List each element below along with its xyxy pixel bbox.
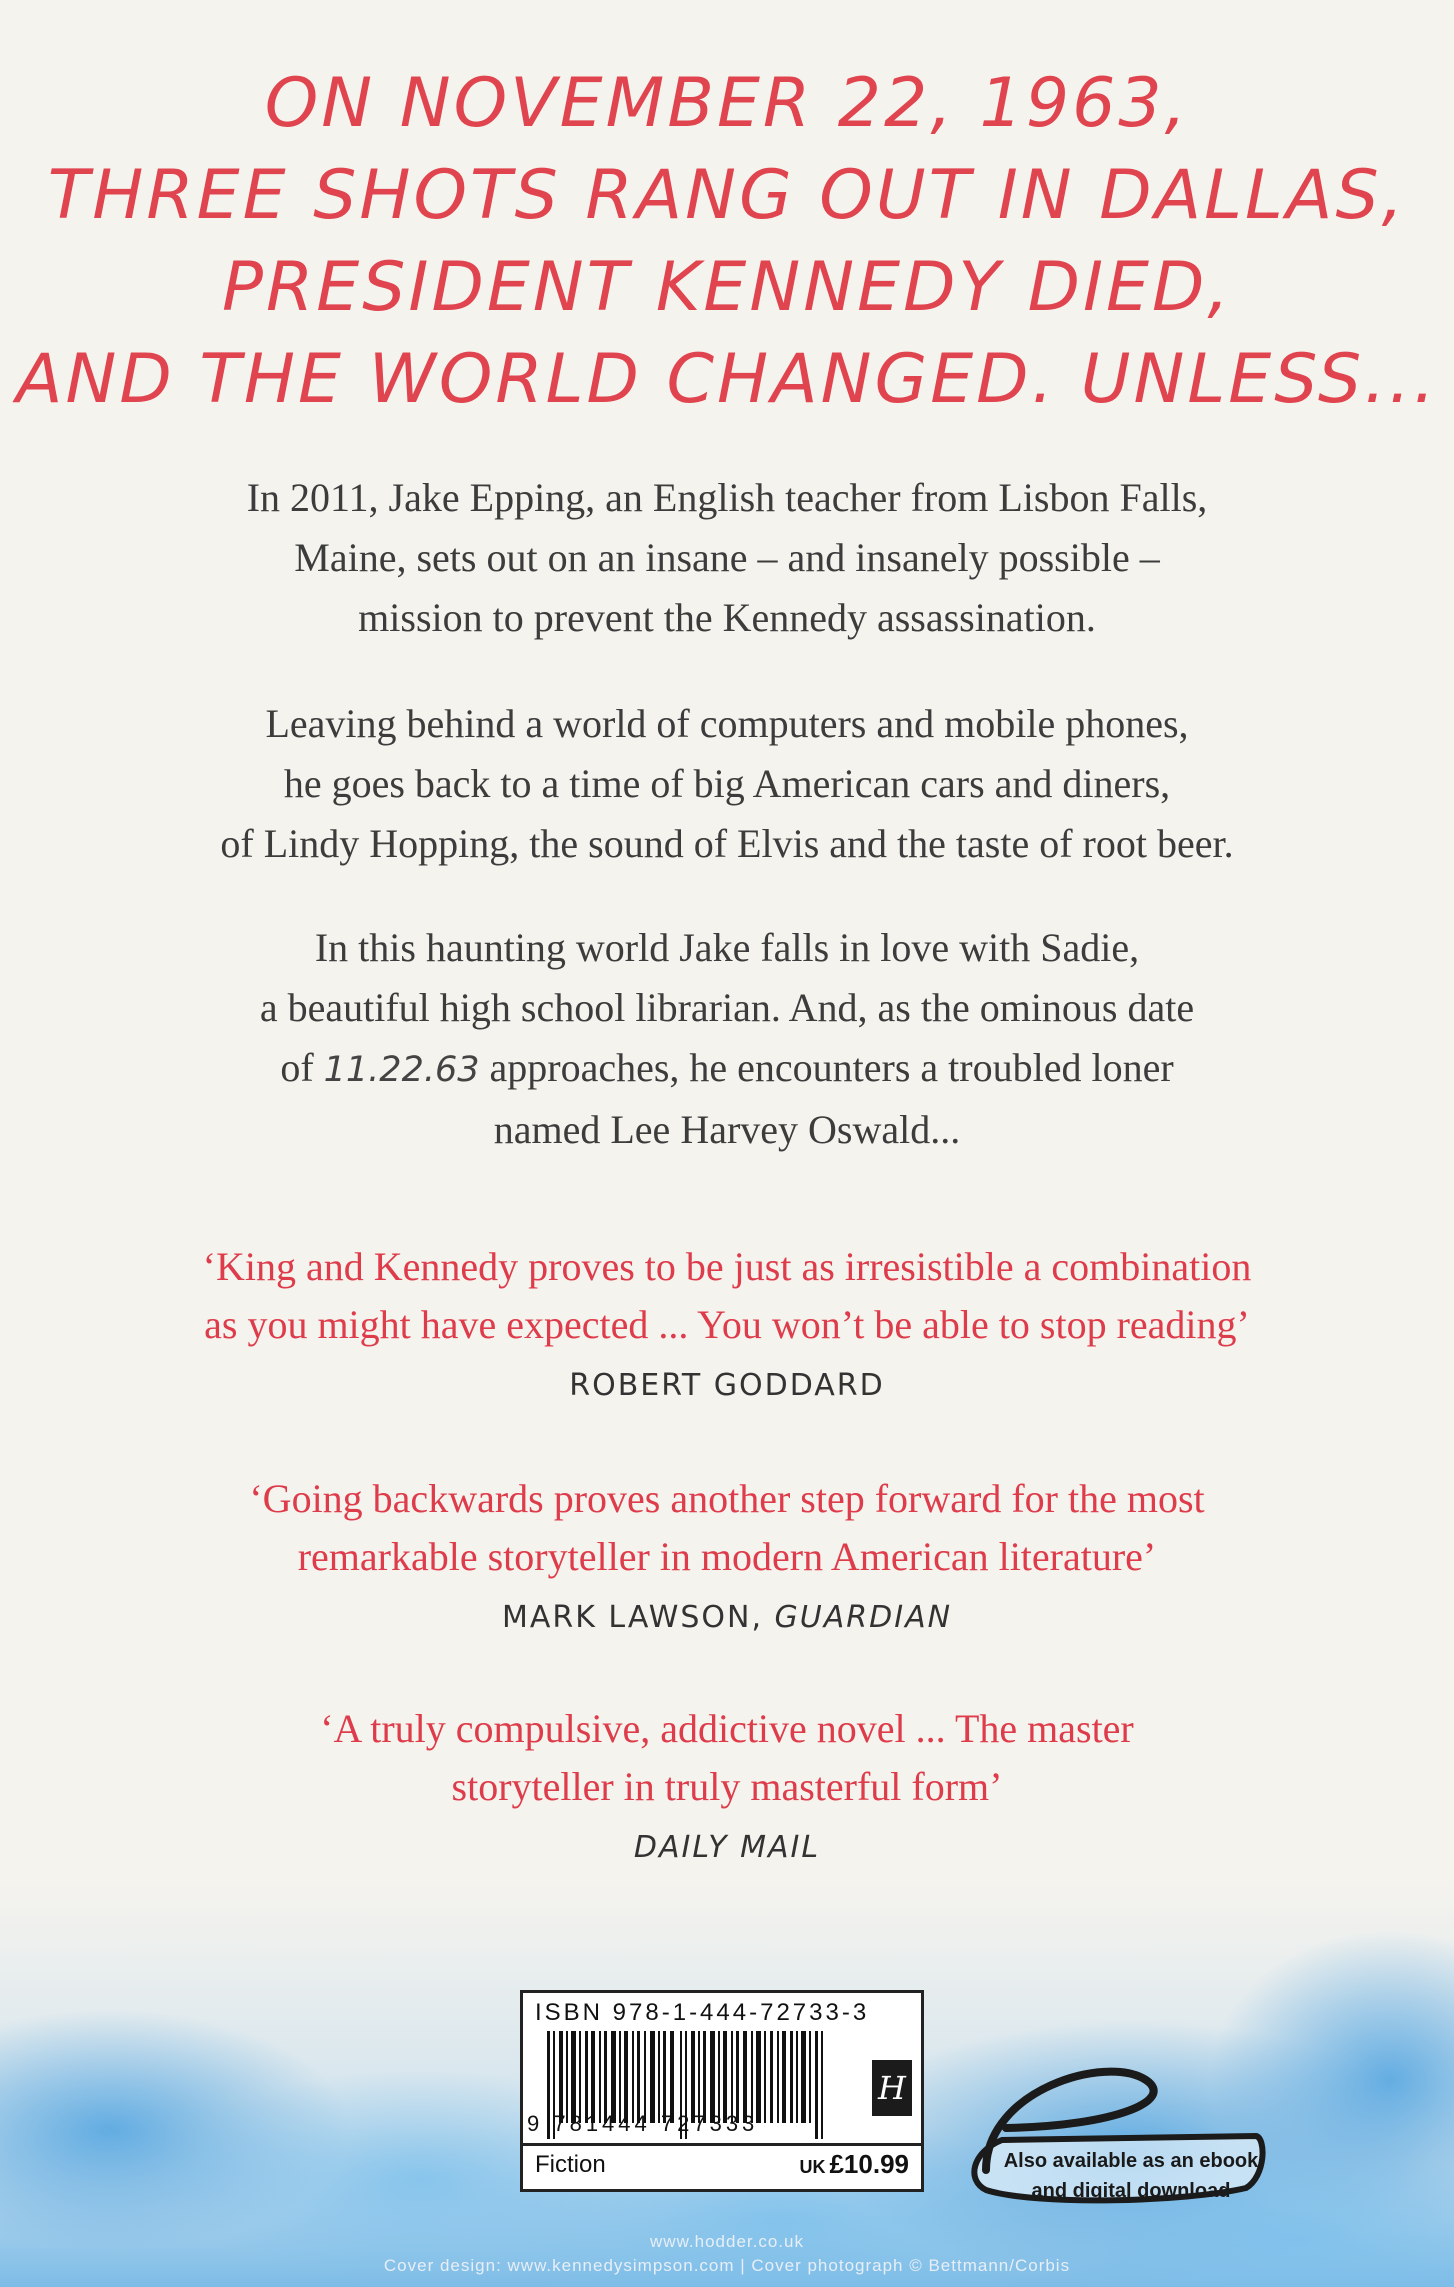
quote-line: ‘Going backwards proves another step forward for the most	[249, 1476, 1205, 1521]
review-attribution-1	[0, 1368, 1454, 1403]
ebook-text	[996, 2146, 1266, 2206]
publisher-url: www.hodder.co.uk	[650, 2232, 804, 2251]
headline-line-2: THREE SHOTS RANG OUT IN DALLAS,	[47, 156, 1407, 235]
blurb-line-date	[0, 1038, 1454, 1100]
headline-line-4: AND THE WORLD CHANGED. UNLESS...	[16, 340, 1438, 419]
blurb-line: In 2011, Jake Epping, an English teacher from Lisbon Falls,	[246, 475, 1208, 520]
headline-line-1: ON NOVEMBER 22, 1963,	[264, 64, 1190, 143]
ebook-line-1: Also available as an ebook	[1003, 2150, 1259, 2172]
blurb-line: he goes back to a time of big American cars and diners,	[283, 761, 1171, 806]
review-author: ROBERT GODDARD	[569, 1368, 885, 1403]
blurb-text: of	[280, 1045, 324, 1090]
quote-line: as you might have expected ... You won’t be able to stop reading’	[204, 1302, 1250, 1347]
box-divider	[523, 2143, 921, 2146]
blurb-line: a beautiful high school librarian. And, as the ominous date	[259, 985, 1195, 1030]
blurb-paragraph-2	[0, 694, 1454, 874]
cover-credits: Cover design: www.kennedysimpson.com | Cover photograph © Bettmann/Corbis	[383, 2256, 1071, 2275]
barcode-box	[520, 1990, 924, 2192]
blurb-line: In this haunting world Jake falls in love with Sadie,	[314, 925, 1140, 970]
quote-line: ‘King and Kennedy proves to be just as irresistible a combination	[202, 1244, 1252, 1289]
review-quote-1	[0, 1238, 1454, 1354]
isbn-number: ISBN 978-1-444-72733-3	[535, 1999, 870, 2026]
price-label	[799, 2149, 909, 2180]
barcode-digits: 9 781444 727333	[527, 2111, 759, 2136]
blurb-text: approaches, he encounters a troubled loner	[479, 1045, 1174, 1090]
quote-line: remarkable storyteller in modern American literature’	[297, 1534, 1157, 1579]
review-publication: DAILY MAIL	[633, 1830, 821, 1865]
blurb-line: mission to prevent the Kennedy assassination.	[358, 595, 1096, 640]
headline	[0, 58, 1454, 426]
review-quote-2	[0, 1470, 1454, 1586]
category-label: Fiction	[535, 2151, 606, 2178]
quote-line: ‘A truly compulsive, addictive novel ... The master	[320, 1706, 1134, 1751]
publisher-logo: H	[872, 2060, 912, 2116]
ebook-badge	[946, 2060, 1282, 2208]
blurb-line: named Lee Harvey Oswald...	[493, 1107, 961, 1152]
price-value: £10.99	[829, 2149, 909, 2179]
quote-line: storyteller in truly masterful form’	[451, 1764, 1003, 1809]
review-publication: GUARDIAN	[774, 1600, 953, 1635]
blurb-date: 11.22.63	[323, 1050, 480, 1090]
blurb-paragraph-1	[0, 468, 1454, 648]
blurb-line: Leaving behind a world of computers and mobile phones,	[265, 701, 1189, 746]
headline-line-3: PRESIDENT KENNEDY DIED,	[222, 248, 1232, 327]
price-prefix: UK	[799, 2157, 826, 2177]
review-attribution-2	[0, 1600, 1454, 1635]
blurb-line: Maine, sets out on an insane – and insanely possible –	[294, 535, 1160, 580]
review-quote-3	[0, 1700, 1454, 1816]
review-author: MARK LAWSON,	[501, 1600, 775, 1635]
ebook-line-2: and digital download	[1031, 2180, 1231, 2202]
blurb-paragraph-3	[0, 918, 1454, 1160]
blurb-line: of Lindy Hopping, the sound of Elvis and the taste of root beer.	[220, 821, 1234, 866]
review-attribution-3	[0, 1830, 1454, 1865]
